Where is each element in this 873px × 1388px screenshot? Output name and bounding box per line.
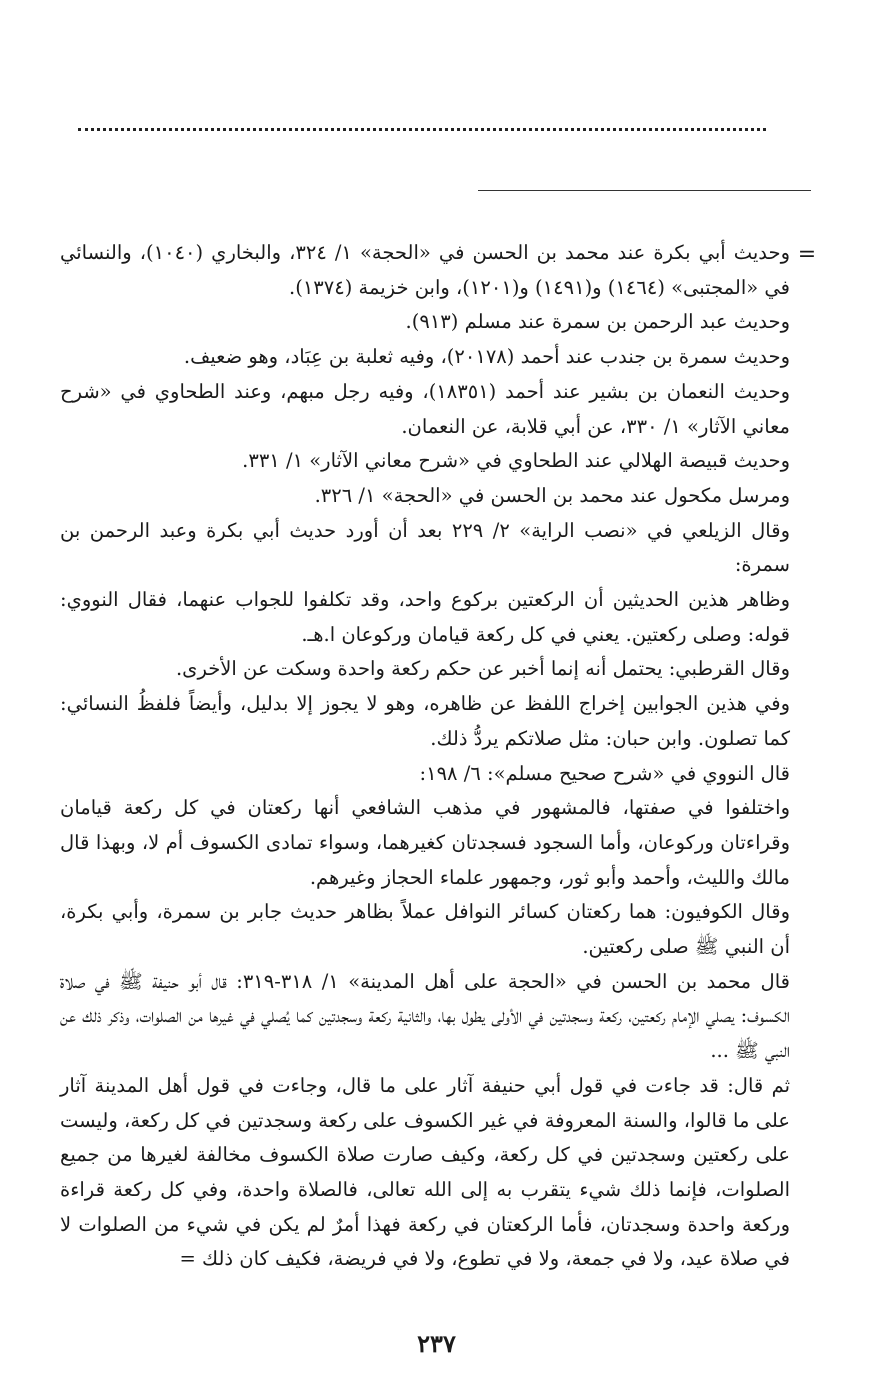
footnote-separator-rule	[478, 190, 811, 191]
page-number: ٢٣٧	[417, 1329, 456, 1358]
footnote-paragraph: ثم قال: قد جاءت في قول أبي حنيفة آثار على ما قال، وجاءت في قول أهل المدينة آثار على ما قالوا، والسنة المعروفة في غير الكسوف على ركعة وسجدتين في كل ركعة، وليست على ركعتين وسجدتين في كل ركعة، وكيف صارت صلاة الكسوف مخالفة لغيرها من جميع الصلوات، فإنما ذلك شيء يتقرب به إلى الله تعالى، فالصلاة واحدة، وفي كل ركعة قراءة وركعة واحدة وسجدتان، فأما الركعتان في ركعة فهذا أمرٌ لم يكن في شيء من الصلوات لا في صلاة عيد، ولا في جمعة، ولا في تطوع، ولا في فريضة، فكيف كان ذلك =	[60, 1073, 790, 1271]
footnote-paragraph: وحديث النعمان بن بشير عند أحمد (١٨٣٥١)، وفيه رجل مبهم، وعند الطحاوي في «شرح معاني الآثار» ١/ ٣٣٠، عن أبي قلابة، عن النعمان.	[60, 379, 790, 438]
footnote-paragraph: ومرسل مكحول عند محمد بن الحسن في «الحجة» ١/ ٣٢٦.	[314, 483, 790, 507]
footnote-paragraph: وقال الكوفيون: هما ركعتان كسائر النوافل عملاً بظاهر حديث جابر بن سمرة، وأبي بكرة، أن النبي ﷺ صلى ركعتين.	[60, 900, 790, 959]
footnote-block	[60, 236, 790, 1277]
footnote-paragraph: واختلفوا في صفتها، فالمشهور في مذهب الشافعي أنها ركعتان في كل ركعة قيامان وقراءتان وركوعان، وأما السجود فسجدتان كغيرهما، وسواء تمادى الكسوف أم لا، وبهذا قال مالك والليث، وأحمد وأبو ثور، وجمهور علماء الحجاز وغيرهم.	[60, 796, 790, 889]
footnote-paragraph: وقال القرطبي: يحتمل أنه إنما أخبر عن حكم ركعة واحدة وسكت عن الأخرى.	[175, 657, 790, 681]
footnote-paragraph: وظاهر هذين الحديثين أن الركعتين بركوع واحد، وقد تكلفوا للجواب عنهما، فقال النووي: قوله: وصلى ركعتين. يعني في كل ركعة قيامان وركوعان ا.هـ.	[60, 588, 790, 646]
footnote-paragraph: قال النووي في «شرح صحيح مسلم»: ٦/ ١٩٨:	[419, 761, 790, 785]
footnote-paragraph: وحديث قبيصة الهلالي عند الطحاوي في «شرح معاني الآثار» ١/ ٣٣١.	[242, 449, 790, 473]
continuation-mark: =	[797, 242, 817, 267]
dotted-separator-rule	[78, 128, 766, 131]
footnote-paragraph: وقال الزيلعي في «نصب الراية» ٢/ ٢٢٩ بعد أن أورد حديث أبي بكرة وعبد الرحمن بن سمرة:	[60, 518, 790, 577]
footnote-paragraph: وحديث سمرة بن جندب عند أحمد (٢٠١٧٨)، وفيه ثعلبة بن عِبَاد، وهو ضعيف.	[183, 345, 790, 369]
footnote-paragraph: وحديث أبي بكرة عند محمد بن الحسن في «الحجة» ١/ ٣٢٤، والبخاري (١٠٤٠)، والنسائي في «المجتبى» (١٤٦٤) و(١٤٩١) و(١٢٠١)، وابن خزيمة (١٣٧٤).	[60, 241, 790, 299]
footnote-paragraph: وفي هذين الجوابين إخراج اللفظ عن ظاهره، وهو لا يجوز إلا بدليل، وأيضاً فلفظُ النسائي: كما تصلون. وابن حبان: مثل صلاتكم يردُّ ذلك.	[60, 692, 790, 750]
footnote-paragraph: وحديث عبد الرحمن بن سمرة عند مسلم (٩١٣).	[405, 310, 790, 334]
footnote-paragraph: قال محمد بن الحسن في «الحجة على أهل المدينة» ١/ ٣١٨-٣١٩: قال أبو حنيفة ﷺ في صلاة الكسوف: يصلي الإمام ركعتين، ركعة وسجدتين في الأولى يطول بها، والثانية ركعة وسجدتين كما يُصلي في غيرها من الصلوات، وذكر ذلك عن النبي ﷺ ...	[60, 969, 790, 1063]
